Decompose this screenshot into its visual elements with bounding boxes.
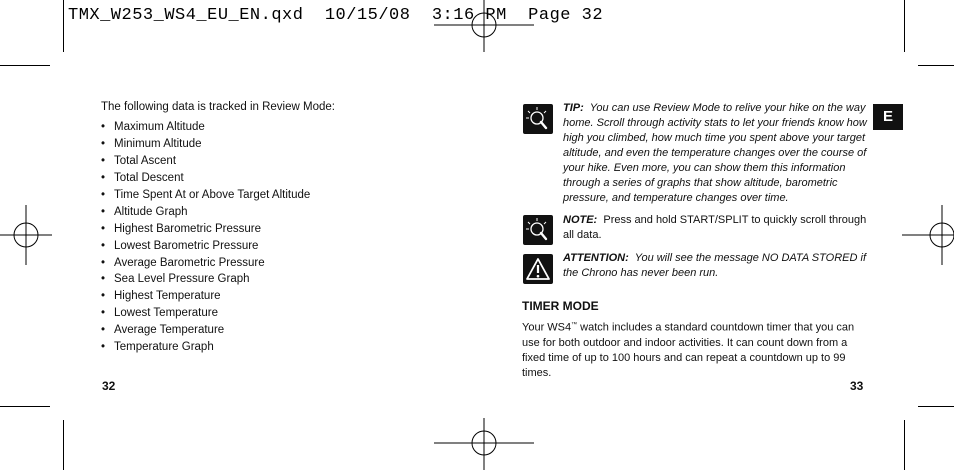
registration-mark [434, 418, 534, 470]
crop-mark [63, 420, 64, 470]
attention-body: You will see the message NO DATA STORED if the Chrono has never been run. [563, 252, 867, 279]
crop-mark [904, 420, 905, 470]
bullet: • [101, 205, 106, 218]
list-item: • Lowest Temperature [101, 305, 310, 322]
note-label: NOTE: [563, 214, 598, 226]
crop-mark [0, 406, 50, 407]
list-item: • Average Temperature [101, 322, 310, 339]
list-item: • Altitude Graph [101, 204, 310, 221]
bullet: • [101, 137, 106, 150]
list-item: • Total Ascent [101, 153, 310, 170]
crop-mark [904, 0, 905, 52]
list-item: • Lowest Barometric Pressure [101, 238, 310, 255]
registration-mark [434, 0, 534, 52]
bullet: • [101, 341, 106, 354]
timer-mode-body: Your WS4™ watch includes a standard countdown timer that you can use for both outdoor and indoor activities. It can count down from a fixed time of up to 100 hours and can repeat a countdown up to 99 times. [522, 321, 855, 379]
registration-mark [0, 205, 52, 265]
bullet: • [101, 324, 106, 337]
section-tab: E [873, 104, 903, 130]
bullet: • [101, 273, 106, 286]
attention-label: ATTENTION: [563, 252, 629, 264]
page-number-left: 32 [102, 379, 116, 393]
registration-mark [902, 205, 954, 265]
bullet: • [101, 256, 106, 269]
note-text [563, 213, 868, 243]
list-item: • Highest Temperature [101, 288, 310, 305]
bullet: • [101, 222, 106, 235]
slug-header: TMX_W253_WS4_EU_EN.qxd 10/15/08 3:16 PM Page 32 [68, 6, 604, 25]
bullet: • [101, 188, 106, 201]
lightbulb-icon [523, 215, 553, 245]
tip-label: TIP: [563, 102, 584, 114]
list-item: • Temperature Graph [101, 339, 310, 356]
bullet: • [101, 307, 106, 320]
crop-mark [918, 65, 954, 66]
crop-mark [918, 406, 954, 407]
bullet: • [101, 171, 106, 184]
list-item: • Highest Barometric Pressure [101, 221, 310, 238]
attention-icon-box [523, 254, 553, 284]
list-item: • Total Descent [101, 170, 310, 187]
tip-body: You can use Review Mode to relive your hike on the way home. Scroll through activity stats to let your friends know how high you climbed, how much time you spent above your target altitude, and even the temperature changes over the course of your hike. Even more, you can show them this information through a series of graphs that show altitude, barometric pressure, and temperature changes over time. [563, 102, 867, 204]
review-data-list [101, 119, 310, 356]
list-item: • Time Spent At or Above Target Altitude [101, 187, 310, 204]
bullet: • [101, 154, 106, 167]
tip-icon-box [523, 104, 553, 134]
lightbulb-icon [523, 104, 553, 134]
attention-text [563, 251, 868, 281]
bullet: • [101, 290, 106, 303]
tip-text [563, 101, 868, 206]
note-icon-box [523, 215, 553, 245]
warning-triangle-icon [523, 254, 553, 284]
note-body: Press and hold START/SPLIT to quickly scroll through all data. [563, 214, 867, 241]
list-item: • Minimum Altitude [101, 136, 310, 153]
list-item: • Maximum Altitude [101, 119, 310, 136]
crop-mark [63, 0, 64, 52]
review-mode-intro: The following data is tracked in Review Mode: [101, 101, 335, 113]
page-number-right: 33 [850, 379, 864, 393]
bullet: • [101, 239, 106, 252]
trademark-symbol: ™ [571, 322, 578, 328]
list-item: • Sea Level Pressure Graph [101, 271, 310, 288]
list-item: • Average Barometric Pressure [101, 255, 310, 272]
section-heading: TIMER MODE [522, 299, 599, 313]
bullet: • [101, 121, 106, 133]
crop-mark [0, 65, 50, 66]
